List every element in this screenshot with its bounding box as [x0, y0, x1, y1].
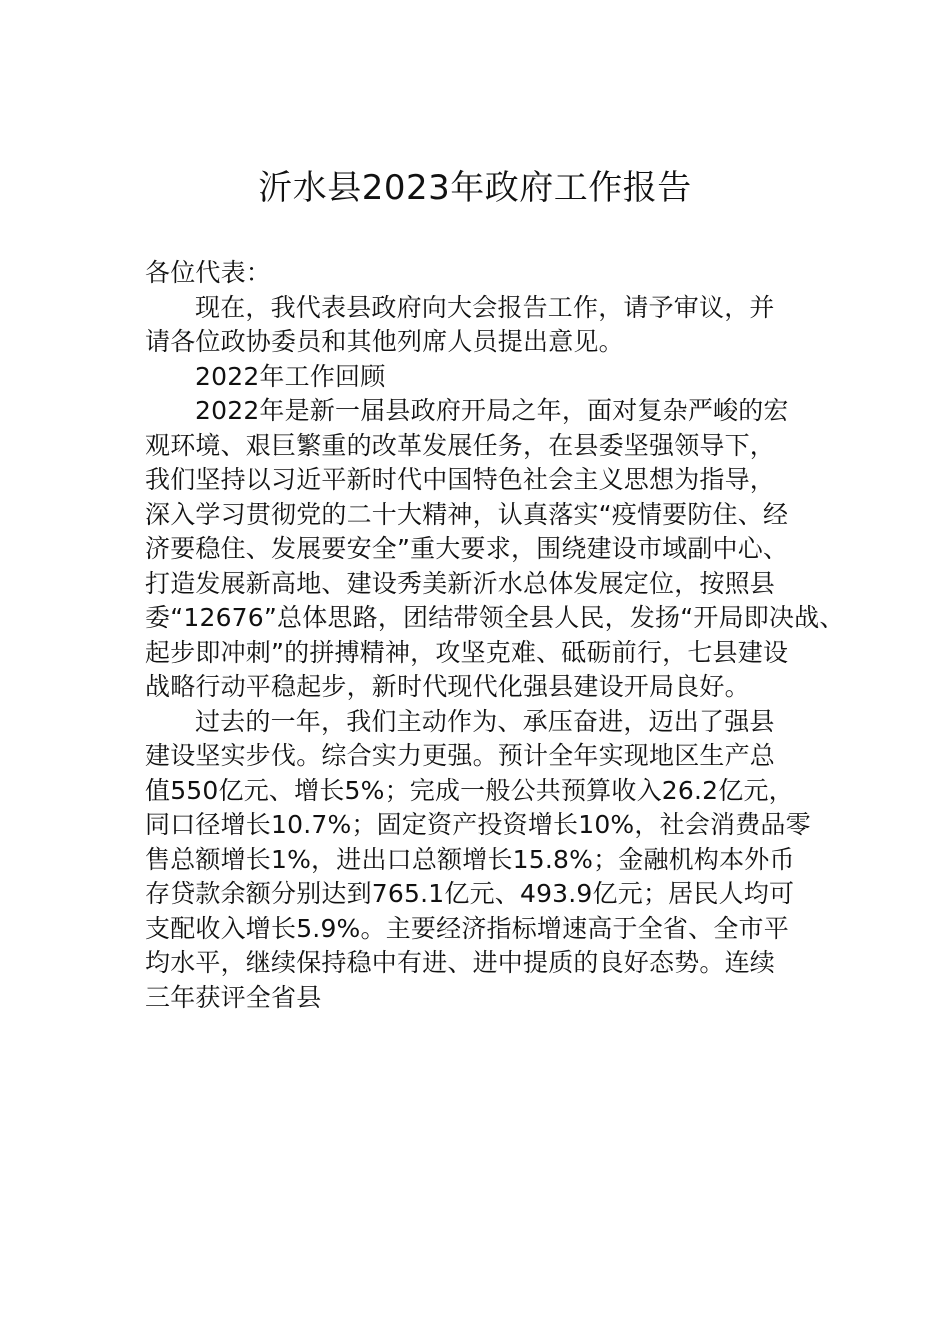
paragraph-line: 均水平，继续保持稳中有进、进中提质的良好态势。连续 — [145, 948, 776, 977]
paragraph-line: 战略行动平稳起步，新时代现代化强县建设开局良好。 — [145, 672, 750, 701]
paragraph-line: 三年获评全省县 — [145, 982, 322, 1012]
paragraph-line: 我们坚持以习近平新时代中国特色社会主义思想为指导， — [145, 465, 776, 494]
paragraph-line: 2022年是新一届县政府开局之年，面对复杂严峻的宏 — [195, 396, 789, 425]
paragraph-line: 起步即冲刺”的拼搏精神，攻坚克难、砥砺前行，七县建设 — [145, 637, 789, 667]
paragraph-line: 存贷款余额分别达到765.1亿元、493.9亿元；居民人均可 — [145, 879, 795, 908]
paragraph-line: 观环境、艰巨繁重的改革发展任务，在县委坚强领导下， — [145, 430, 776, 460]
paragraph-line: 过去的一年，我们主动作为、承压奋进，迈出了强县 — [195, 706, 775, 736]
paragraph-line: 同口径增长10.7%；固定资产投资增长10%，社会消费品零 — [145, 810, 811, 839]
section-heading: 2022年工作回顾 — [195, 361, 386, 391]
document-title: 沂水县2023年政府工作报告 — [258, 168, 692, 208]
paragraph-line: 支配收入增长5.9%。主要经济指标增速高于全省、全市平 — [145, 913, 789, 943]
paragraph-line: 值550亿元、增长5%；完成一般公共预算收入26.2亿元， — [145, 775, 794, 805]
salutation: 各位代表： — [145, 258, 272, 287]
paragraph-line: 现在，我代表县政府向大会报告工作，请予审议，并 — [195, 292, 775, 322]
paragraph-line: 委“12676”总体思路，团结带领全县人民，发扬“开局即决战、 — [145, 603, 845, 632]
paragraph-line: 建设坚实步伐。综合实力更强。预计全年实现地区生产总 — [145, 741, 776, 770]
paragraph-line: 济要稳住、发展要安全”重大要求，围绕建设市域副中心、 — [145, 534, 789, 563]
paragraph-line: 请各位政协委员和其他列席人员提出意见。 — [145, 327, 624, 356]
paragraph-line: 深入学习贯彻党的二十大精神，认真落实“疫情要防住、经 — [145, 499, 789, 529]
document-body — [145, 256, 845, 1015]
paragraph-line: 售总额增长1%，进出口总额增长15.8%；金融机构本外币 — [145, 844, 795, 874]
paragraph-line: 打造发展新高地、建设秀美新沂水总体发展定位，按照县 — [145, 568, 776, 598]
